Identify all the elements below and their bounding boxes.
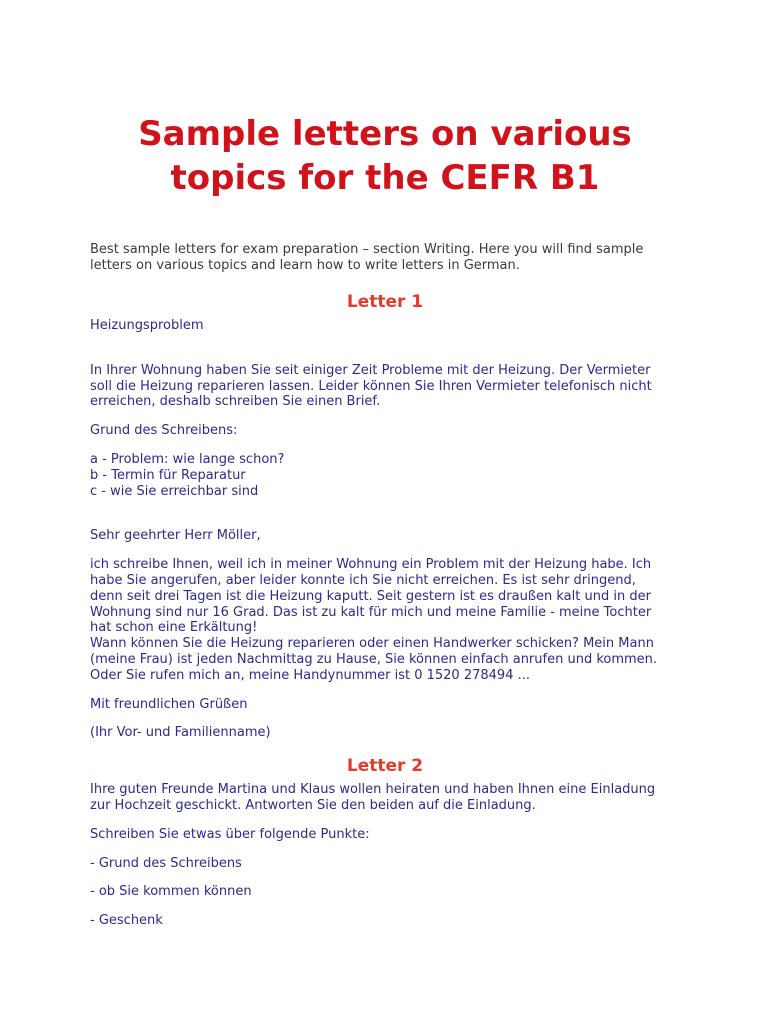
letter-1-task: [90, 363, 680, 410]
title-line: Sample letters on various: [138, 114, 632, 154]
intro-paragraph: [90, 242, 680, 274]
task-line: In Ihrer Wohnung haben Sie seit einiger Zeit Probleme mit der Heizung. Der Vermieter: [90, 362, 651, 378]
intro-line: Best sample letters for exam preparation – section Writing. Here you will find sample: [90, 242, 644, 257]
letter-2-point: - Geschenk: [90, 913, 163, 929]
title-line: topics for the CEFR B1: [170, 158, 600, 198]
letter-1-points: [90, 452, 680, 499]
letter-2-task: [90, 782, 680, 814]
task-line: zur Hochzeit geschickt. Antworten Sie den beiden auf die Einladung.: [90, 797, 536, 813]
letter-1-salutation: Sehr geehrter Herr Möller,: [90, 528, 261, 544]
task-line: erreichen, deshalb schreiben Sie einen Brief.: [90, 394, 381, 410]
body-line: Oder Sie rufen mich an, meine Handynummer ist 0 1520 278494 ...: [90, 667, 530, 683]
letter-1-heading: Letter 1: [346, 292, 424, 312]
letter-1-subject: Heizungsproblem: [90, 318, 204, 333]
body-line: Wohnung sind nur 16 Grad. Das ist zu kalt für mich und meine Familie - meine Tochter: [90, 604, 652, 620]
body-line: habe Sie angerufen, aber leider konnte ich Sie nicht erreichen. Es ist sehr dringend,: [90, 572, 636, 588]
letter-2-heading: Letter 2: [346, 756, 424, 777]
letter-1-signature: (Ihr Vor- und Familienname): [90, 725, 271, 741]
point-item: c - wie Sie erreichbar sind: [90, 483, 259, 499]
intro-line: letters on various topics and learn how to write letters in German.: [90, 258, 520, 273]
body-line: ich schreibe Ihnen, weil ich in meiner Wohnung ein Problem mit der Heizung habe. Ich: [90, 557, 652, 573]
document-page: [90, 0, 680, 929]
task-line: Ihre guten Freunde Martina und Klaus wollen heiraten und haben Ihnen eine Einladung: [90, 782, 656, 798]
letter-2-point: - ob Sie kommen können: [90, 884, 252, 900]
letter-1-body: [90, 557, 680, 683]
point-item: b - Termin für Reparatur: [90, 467, 246, 483]
letter-2-point: - Grund des Schreibens: [90, 855, 242, 871]
letter-1-grund: Grund des Schreibens:: [90, 423, 238, 439]
body-line: Wann können Sie die Heizung reparieren oder einen Handwerker schicken? Mein Mann: [90, 636, 654, 652]
letter-2-prompt: Schreiben Sie etwas über folgende Punkte:: [90, 826, 370, 842]
letter-1-closing: Mit freundlichen Grüßen: [90, 696, 248, 712]
body-line: hat schon eine Erkältung!: [90, 620, 258, 636]
task-line: soll die Heizung reparieren lassen. Leider können Sie Ihren Vermieter telefonisch nicht: [90, 378, 652, 394]
page-title: [90, 112, 680, 200]
point-item: a - Problem: wie lange schon?: [90, 451, 285, 467]
body-line: (meine Frau) ist jeden Nachmittag zu Hause, Sie können einfach anrufen und kommen.: [90, 651, 658, 667]
body-line: denn seit drei Tagen ist die Heizung kaputt. Seit gestern ist es draußen kalt und in der: [90, 588, 651, 604]
